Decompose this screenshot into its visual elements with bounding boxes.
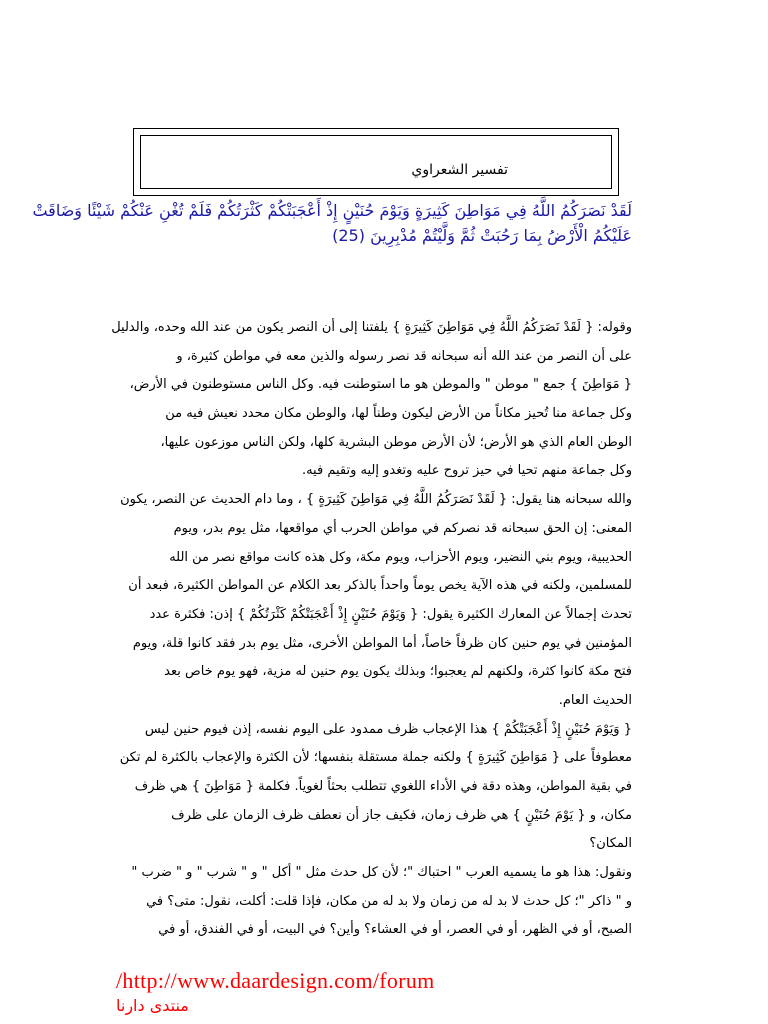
body-line: الوطن العام الذي هو الأرض؛ لأن الأرض موطن البشرية كلها، ولكن الناس موزعون عليها، bbox=[160, 434, 632, 450]
body-line: ونقول: هذا هو ما يسميه العرب " احتباك "؛ لأن كل حدث مثل " أكل " و " شرب " و " ضرب " bbox=[131, 865, 632, 881]
body-line: على أن النصر من عند الله أنه سبحانه قد نصر رسوله والذين معه في مواطن كثيرة، و bbox=[176, 348, 632, 364]
forum-name: منتدى دارنا bbox=[116, 996, 189, 1015]
body-line: { مَوَاطِنَ } جمع " موطن " والموطن هو ما استوطنت فيه. وكل الناس مستوطنون في الأرض، bbox=[129, 377, 632, 393]
body-line: الصبح، أو في الظهر، أو في العصر، أو في العشاء؟ وأين؟ في البيت، أو في الفندق، أو في bbox=[158, 922, 632, 938]
body-line: في بقية المواطن، وهذه دقة في الأداء اللغوي تتطلب بحثاً لغوياً. فكلمة { مَوَاطِنَ } هي ظرف bbox=[134, 779, 632, 794]
body-line: المؤمنين في يوم حنين كان ظرفاً خاصاً، أما المواطن الأخرى، مثل يوم بدر فقد كانوا قلة، ويوم bbox=[132, 635, 632, 651]
verse-line: عَلَيْكُمُ الْأَرْضُ بِمَا رَحُبَتْ ثُمَّ وَلَّيْتُمْ مُدْبِرِينَ (25) bbox=[332, 226, 632, 245]
tafsir-body bbox=[111, 314, 632, 945]
body-line: وقوله: { لَقَدْ نَصَرَكُمُ اللَّهُ فِي مَوَاطِنَ كَثِيرَةٍ } يلفتنا إلى أن النصر يكون من عند الله وحده، والدليل bbox=[111, 320, 632, 335]
title-box bbox=[133, 128, 619, 196]
body-line: الحديبية، ويوم بني النضير، ويوم الأحزاب، ويوم مكة، وكل هذه كانت مواقع نصر من الله bbox=[169, 549, 632, 565]
title-box-inner-border bbox=[140, 135, 612, 189]
body-line: فتح مكة كانوا كثرة، ولكنهم لم يعجبوا؛ وبذلك يكون يوم حنين له مزية، فهو يوم خاص بعد bbox=[164, 664, 632, 680]
body-line: للمسلمين، ولكنه في هذه الآية يخص يوماً واحداً بالذكر بعد الكلام عن المواطن الكثيرة، فبعد أن bbox=[128, 578, 632, 594]
body-line: و " ذاكر "؛ كل حدث لا بد له من زمان ولا بد له من مكان، فإذا قلت: أكلت، نقول: متى؟ في bbox=[146, 893, 632, 909]
forum-link[interactable]: /http://www.daardesign.com/forum bbox=[116, 968, 435, 993]
body-line: معطوفاً على { مَوَاطِنَ كَثِيرَةٍ } ولكنه جملة مستقلة بنفسها؛ لأن الكثرة والإعجاب بالكثرة لم تكن bbox=[119, 750, 632, 766]
verse-line: لَقَدْ نَصَرَكُمُ اللَّهُ فِي مَوَاطِنَ كَثِيرَةٍ وَيَوْمَ حُنَيْنٍ إِذْ أَعْجَبَتْكُمْ كَثْرَتُكُمْ فَلَمْ تُغْنِ عَنْكُمْ شَيْئًا وَضَاقَتْ bbox=[32, 201, 632, 220]
body-line: تحدث إجمالاً عن المعارك الكثيرة يقول: { وَيَوْمَ حُنَيْنٍ إِذْ أَعْجَبَتْكُمْ كَثْرَتُكُمْ } إذن: فكثرة عدد bbox=[149, 606, 632, 622]
body-line: وكل جماعة منهم تحيا في حيز تروح عليه وتغدو إليه وتقيم فيه. bbox=[301, 463, 632, 479]
body-line: { وَيَوْمَ حُنَيْنٍ إِذْ أَعْجَبَتْكُمْ } هذا الإعجاب ظرف ممدود على اليوم نفسه، إذن فيوم حنين ليس bbox=[144, 721, 632, 737]
body-line: الحديث العام. bbox=[558, 692, 632, 708]
body-line: مكان، و { يَوْمَ حُنَيْنٍ } هي ظرف زمان، فكيف جاز أن نعطف ظرف الزمان على ظرف bbox=[171, 807, 632, 823]
page-title: تفسير الشعراوي bbox=[411, 162, 508, 178]
body-line: المكان؟ bbox=[589, 836, 632, 852]
body-line: المعنى: إن الحق سبحانه قد نصركم في مواطن الحرب أي مواقعها، مثل يوم بدر، ويوم bbox=[173, 520, 632, 536]
quran-verse bbox=[32, 198, 632, 248]
body-line: والله سبحانه هنا يقول: { لَقَدْ نَصَرَكُمُ اللَّهُ فِي مَوَاطِنَ كَثِيرَةٍ } ، وما دام الحديث عن النصر، يكون bbox=[120, 492, 632, 508]
body-line: وكل جماعة منا تُحيز مكاناً من الأرض ليكون وطناً لها، والوطن مكان محدد نعيش فيه من bbox=[165, 406, 632, 422]
